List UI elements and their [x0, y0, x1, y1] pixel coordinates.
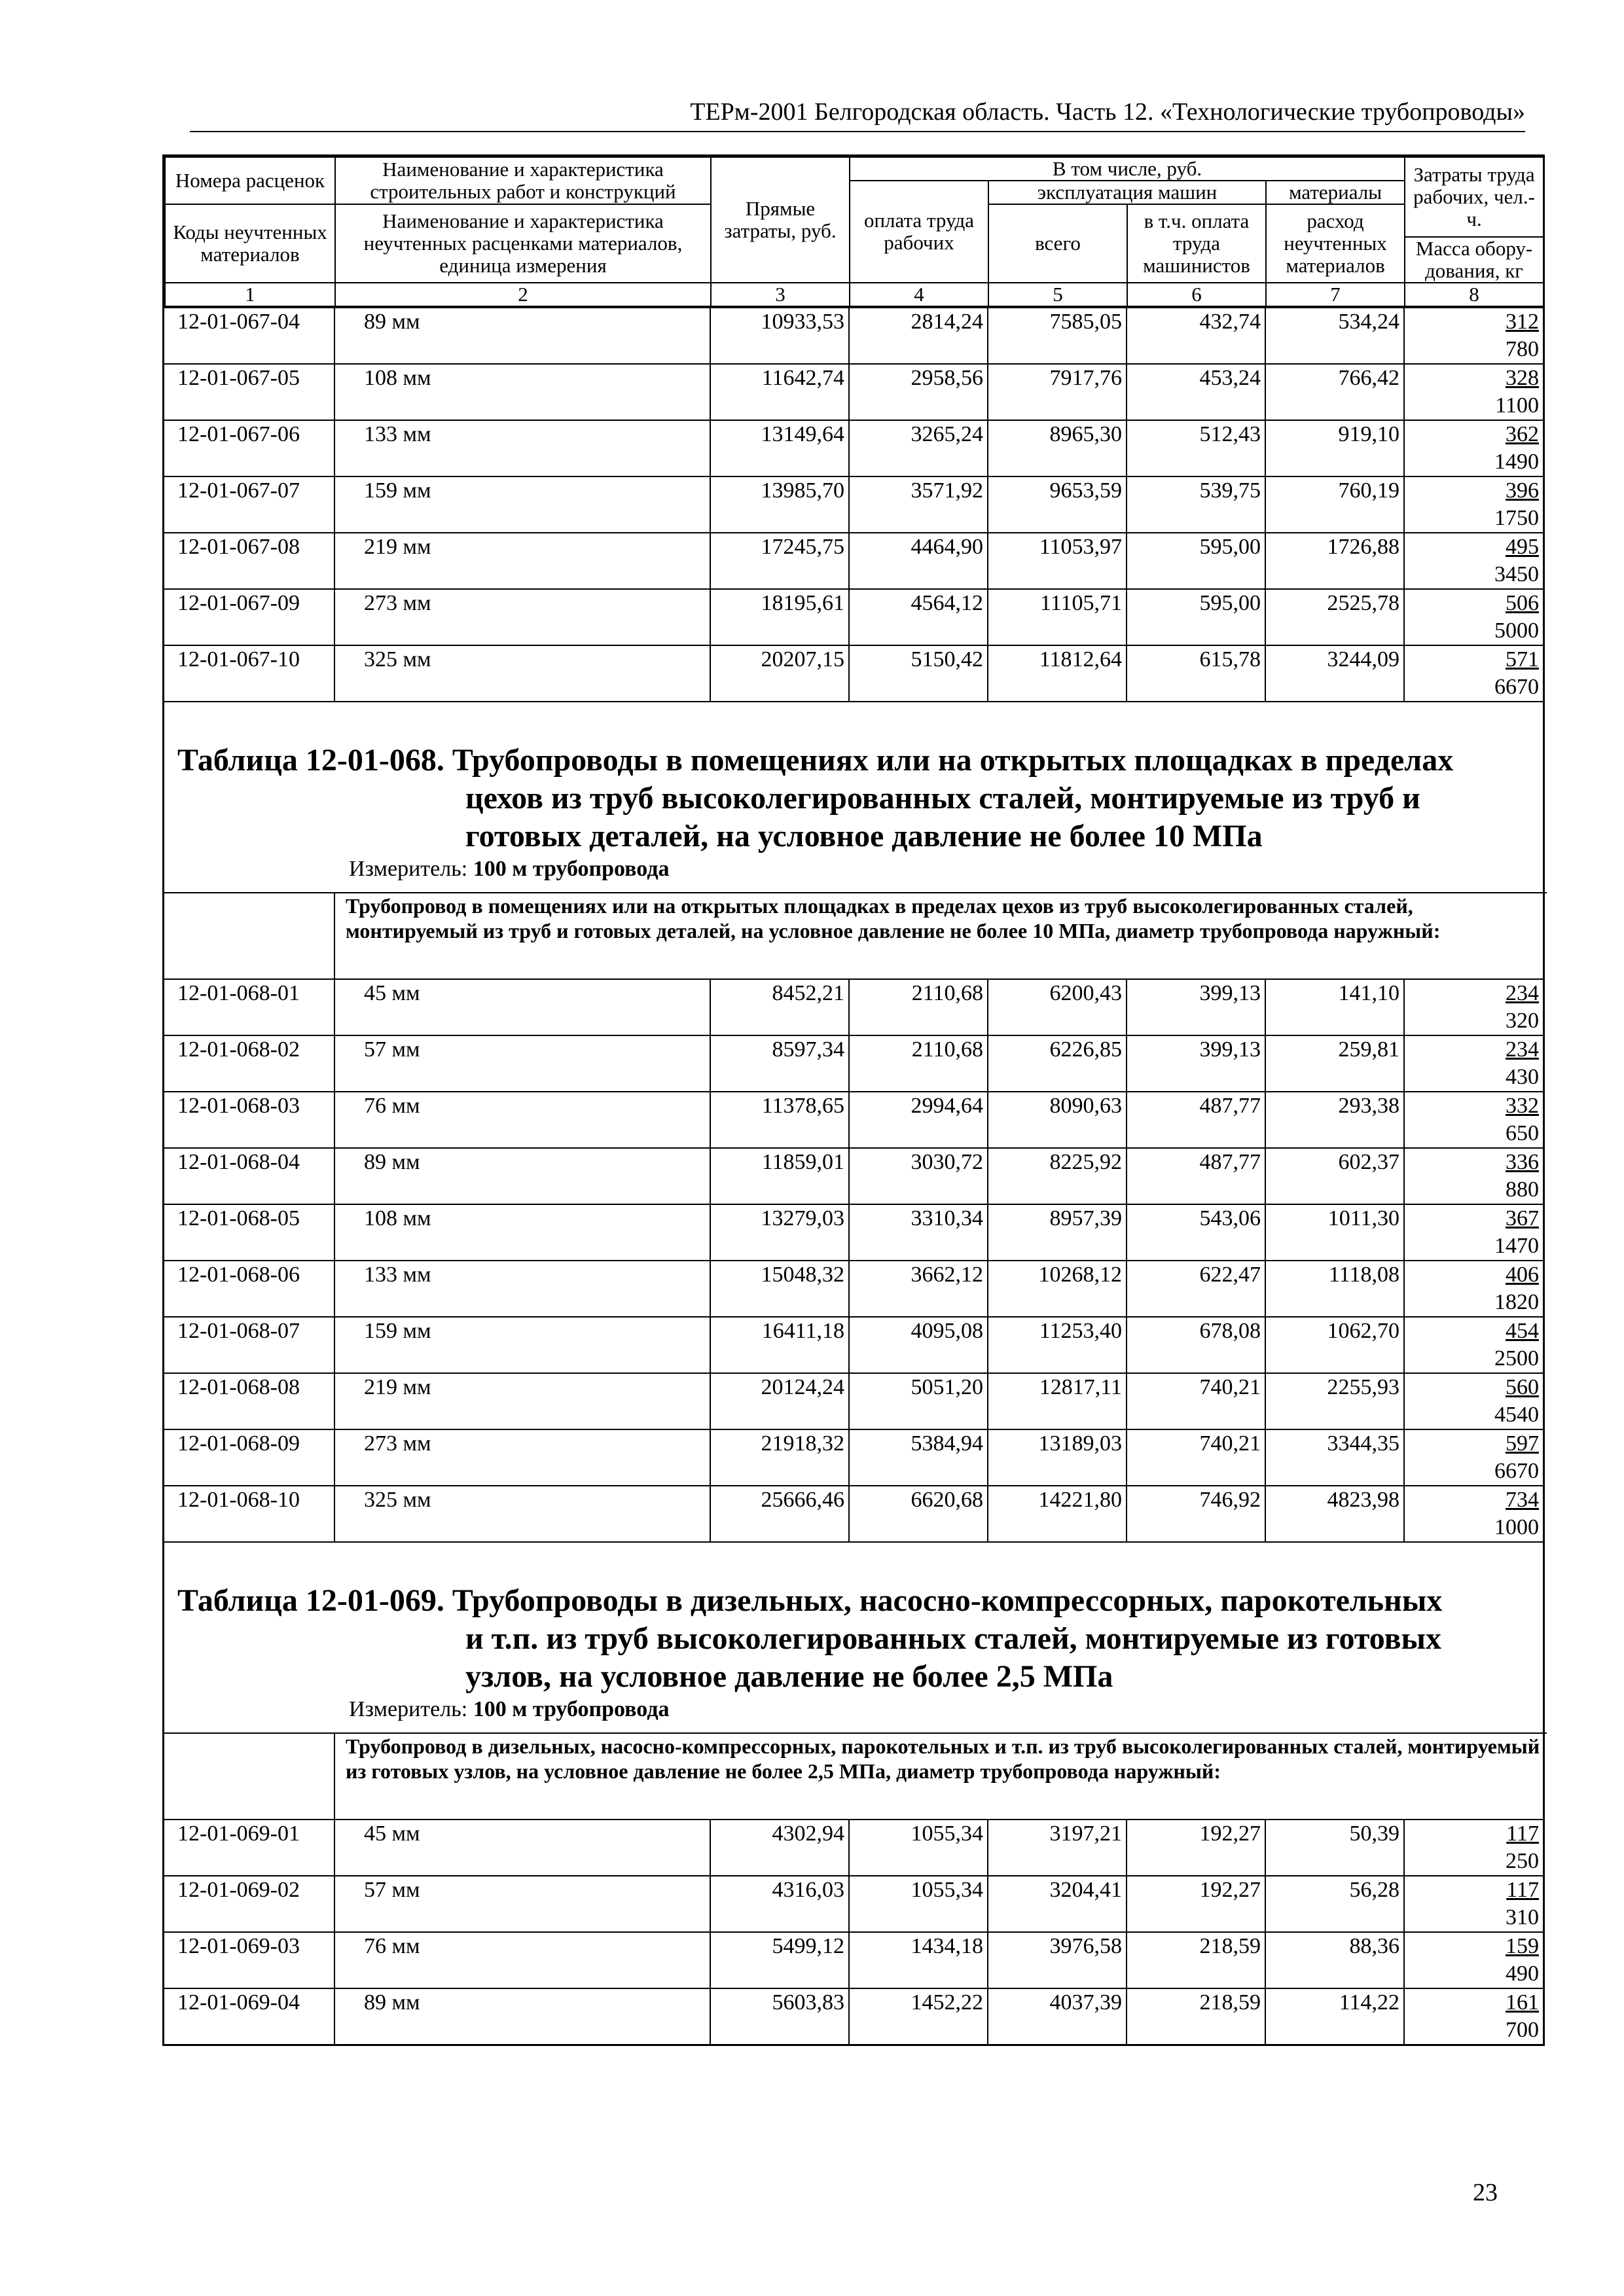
table-row [164, 1148, 1543, 1204]
labor-pay: 1055,34 [849, 1876, 988, 1932]
col-number: 7 [1266, 283, 1405, 306]
col-labor-pay-header: оплата труда рабочих [850, 181, 988, 283]
col-number: 6 [1127, 283, 1266, 306]
labor-hours: 495 [1506, 535, 1539, 559]
pipe-diameter: 45 мм [334, 979, 710, 1035]
equipment-mass: 1750 [1494, 506, 1539, 530]
materials-cost: 50,39 [1265, 1820, 1404, 1876]
labor-hours: 362 [1506, 422, 1539, 446]
rate-code: 12-01-067-10 [164, 645, 334, 701]
rows-067 [164, 307, 1543, 701]
direct-costs: 15048,32 [710, 1261, 849, 1317]
table-069-title-line3: узлов, на условное давление не более 2,5 МПа [465, 1659, 1113, 1694]
machinist-pay: 432,74 [1127, 308, 1265, 364]
machines-total: 12817,11 [988, 1373, 1127, 1429]
labor-hours-and-mass [1404, 1092, 1543, 1148]
labor-hours-and-mass [1404, 1932, 1543, 1988]
machinist-pay: 399,13 [1127, 979, 1265, 1035]
rate-code: 12-01-067-04 [164, 308, 334, 364]
col-rate-number-header: Номера расценок [165, 157, 335, 204]
labor-hours: 234 [1506, 981, 1539, 1005]
table-069-heading [164, 1541, 1543, 1732]
labor-pay: 3310,34 [849, 1204, 988, 1261]
table-row [164, 645, 1543, 701]
equipment-mass: 780 [1506, 337, 1539, 361]
unit-value: 100 м трубопровода [473, 857, 670, 881]
rows-068 [164, 892, 1547, 978]
machinist-pay: 539,75 [1127, 476, 1265, 533]
labor-pay: 5150,42 [849, 645, 988, 701]
rate-code: 12-01-068-08 [164, 1373, 334, 1429]
rate-code: 12-01-068-09 [164, 1429, 334, 1486]
labor-hours-and-mass [1404, 1820, 1543, 1876]
labor-pay: 3265,24 [849, 420, 988, 476]
equipment-mass: 650 [1506, 1121, 1539, 1145]
unit-label: Измеритель: [349, 857, 468, 881]
labor-hours: 117 [1506, 1821, 1539, 1846]
running-header: ТЕРм-2001 Белгородская область. Часть 12. «Технологические трубопроводы» [190, 97, 1525, 132]
machines-total: 11253,40 [988, 1317, 1127, 1373]
col-materials-header: материалы [1266, 181, 1405, 204]
table-row [164, 1876, 1543, 1932]
col-direct-costs-header: Прямые затраты, руб. [711, 157, 850, 283]
table-068-unit [349, 857, 670, 882]
labor-hours: 161 [1506, 1990, 1539, 2015]
table-068-title-line1: Трубопроводы в помещениях или на открытых площадках в пределах [452, 743, 1454, 778]
col-work-name-header: Наименование и характеристика строительных работ и конструкций [335, 157, 711, 204]
col-material-name-header: Наименование и характеристика неучтенных расценками материалов, единица измерения [335, 204, 711, 283]
col-machinist-pay-header: в т.ч. оплата труда машинистов [1127, 204, 1266, 283]
machines-total: 13189,03 [988, 1429, 1127, 1486]
machines-total: 7585,05 [988, 308, 1127, 364]
labor-hours-and-mass [1404, 645, 1543, 701]
labor-pay: 2814,24 [849, 308, 988, 364]
machines-total: 11105,71 [988, 589, 1127, 645]
table-row [164, 1204, 1543, 1261]
table-row [164, 1373, 1543, 1429]
materials-cost: 88,36 [1265, 1932, 1404, 1988]
description-blank [164, 893, 334, 978]
col-number: 2 [335, 283, 711, 306]
machines-total: 8090,63 [988, 1092, 1127, 1148]
labor-hours: 328 [1506, 366, 1539, 390]
labor-pay: 2994,64 [849, 1092, 988, 1148]
machines-total: 14221,80 [988, 1486, 1127, 1541]
labor-hours-and-mass [1404, 308, 1543, 364]
table-068-title-line2: цехов из труб высоколегированных сталей, монтируемые из труб и [465, 781, 1420, 816]
machinist-pay: 512,43 [1127, 420, 1265, 476]
pipe-diameter: 325 мм [334, 645, 710, 701]
equipment-mass: 2500 [1494, 1346, 1539, 1371]
machines-total: 11812,64 [988, 645, 1127, 701]
labor-hours: 117 [1506, 1878, 1539, 1902]
table-row [164, 533, 1543, 589]
labor-hours-and-mass [1404, 420, 1543, 476]
equipment-mass: 6670 [1494, 1459, 1539, 1483]
table-row [164, 1317, 1543, 1373]
col-machines-header: эксплуатация машин [988, 181, 1266, 204]
labor-hours: 560 [1506, 1375, 1539, 1399]
pipe-diameter: 57 мм [334, 1876, 710, 1932]
machines-total: 8957,39 [988, 1204, 1127, 1261]
labor-pay: 2110,68 [849, 1035, 988, 1092]
description-blank [164, 1733, 334, 1819]
col-number: 1 [165, 283, 335, 306]
machines-total: 6200,43 [988, 979, 1127, 1035]
machines-total: 10268,12 [988, 1261, 1127, 1317]
equipment-mass: 3450 [1494, 562, 1539, 586]
direct-costs: 10933,53 [710, 308, 849, 364]
equipment-mass: 880 [1506, 1177, 1539, 1202]
equipment-mass: 6670 [1494, 675, 1539, 699]
direct-costs: 18195,61 [710, 589, 849, 645]
machines-total: 7917,76 [988, 364, 1127, 420]
pipe-diameter: 325 мм [334, 1486, 710, 1541]
col-number: 8 [1405, 283, 1543, 306]
table-row [164, 1261, 1543, 1317]
table-row [164, 1820, 1543, 1876]
pipe-diameter: 57 мм [334, 1035, 710, 1092]
rate-code: 12-01-068-02 [164, 1035, 334, 1092]
machines-total: 4037,39 [988, 1988, 1127, 2044]
table-row [164, 589, 1543, 645]
labor-pay: 1055,34 [849, 1820, 988, 1876]
machinist-pay: 740,21 [1127, 1429, 1265, 1486]
direct-costs: 21918,32 [710, 1429, 849, 1486]
rate-code: 12-01-068-06 [164, 1261, 334, 1317]
labor-hours-and-mass [1404, 1486, 1543, 1541]
direct-costs: 13149,64 [710, 420, 849, 476]
table-068-title-lead: Таблица 12-01-068. [177, 743, 444, 778]
equipment-mass: 250 [1506, 1849, 1539, 1873]
equipment-mass: 4540 [1494, 1403, 1539, 1427]
labor-hours: 234 [1506, 1037, 1539, 1062]
pipe-diameter: 45 мм [334, 1820, 710, 1876]
rate-code: 12-01-069-04 [164, 1988, 334, 2044]
machinist-pay: 615,78 [1127, 645, 1265, 701]
materials-cost: 3344,35 [1265, 1429, 1404, 1486]
direct-costs: 5603,83 [710, 1988, 849, 2044]
pipe-diameter: 133 мм [334, 420, 710, 476]
pipe-diameter: 108 мм [334, 1204, 710, 1261]
direct-costs: 11642,74 [710, 364, 849, 420]
labor-hours-and-mass [1404, 476, 1543, 533]
rate-code: 12-01-069-03 [164, 1932, 334, 1988]
table-row [164, 1035, 1543, 1092]
rows-069 [164, 1732, 1547, 1819]
rates-table [162, 154, 1545, 2046]
machinist-pay: 740,21 [1127, 1373, 1265, 1429]
pipe-diameter: 133 мм [334, 1261, 710, 1317]
direct-costs: 16411,18 [710, 1317, 849, 1373]
materials-cost: 293,38 [1265, 1092, 1404, 1148]
table-row [164, 1932, 1543, 1988]
table-row [164, 1429, 1543, 1486]
labor-hours-and-mass [1404, 1035, 1543, 1092]
machinist-pay: 487,77 [1127, 1092, 1265, 1148]
labor-hours-and-mass [1404, 1988, 1543, 2044]
equipment-mass: 490 [1506, 1962, 1539, 1986]
labor-hours-and-mass [1404, 1148, 1543, 1204]
rate-code: 12-01-067-09 [164, 589, 334, 645]
machines-total: 11053,97 [988, 533, 1127, 589]
direct-costs: 5499,12 [710, 1932, 849, 1988]
labor-hours: 506 [1506, 591, 1539, 615]
machinist-pay: 543,06 [1127, 1204, 1265, 1261]
direct-costs: 8452,21 [710, 979, 849, 1035]
materials-cost: 56,28 [1265, 1876, 1404, 1932]
rate-code: 12-01-069-02 [164, 1876, 334, 1932]
unit-label: Измеритель: [349, 1697, 468, 1721]
column-header [164, 156, 1544, 307]
rate-code: 12-01-068-10 [164, 1486, 334, 1541]
direct-costs: 4302,94 [710, 1820, 849, 1876]
table-069-title-line2: и т.п. из труб высоколегированных сталей, монтируемые из готовых [465, 1621, 1441, 1656]
equipment-mass: 1820 [1494, 1290, 1539, 1314]
table-068-description: Трубопровод в помещениях или на открытых площадках в пределах цехов из труб высоколегированных сталей, монтируемый из труб и готовых деталей, на условное давление не более 10 МПа, диаметр трубопровода наружный: [334, 893, 1547, 978]
machines-total: 8965,30 [988, 420, 1127, 476]
pipe-diameter: 219 мм [334, 1373, 710, 1429]
direct-costs: 13985,70 [710, 476, 849, 533]
materials-cost: 141,10 [1265, 979, 1404, 1035]
labor-pay: 3662,12 [849, 1261, 988, 1317]
labor-pay: 3571,92 [849, 476, 988, 533]
col-including-header: В том числе, руб. [850, 157, 1405, 181]
machinist-pay: 595,00 [1127, 533, 1265, 589]
direct-costs: 11378,65 [710, 1092, 849, 1148]
materials-cost: 919,10 [1265, 420, 1404, 476]
materials-cost: 114,22 [1265, 1988, 1404, 2044]
labor-pay: 4564,12 [849, 589, 988, 645]
table-row [164, 1486, 1543, 1541]
labor-hours: 734 [1506, 1488, 1539, 1512]
machines-total: 3204,41 [988, 1876, 1127, 1932]
rows-069-body [164, 1819, 1543, 2044]
materials-cost: 259,81 [1265, 1035, 1404, 1092]
equipment-mass: 1100 [1495, 393, 1539, 418]
equipment-mass: 320 [1506, 1009, 1539, 1033]
materials-cost: 3244,09 [1265, 645, 1404, 701]
machinist-pay: 595,00 [1127, 589, 1265, 645]
labor-hours-and-mass [1404, 1876, 1543, 1932]
labor-pay: 3030,72 [849, 1148, 988, 1204]
labor-pay: 6620,68 [849, 1486, 988, 1541]
pipe-diameter: 273 мм [334, 589, 710, 645]
unit-value: 100 м трубопровода [473, 1697, 670, 1721]
rate-code: 12-01-068-03 [164, 1092, 334, 1148]
machines-total: 6226,85 [988, 1035, 1127, 1092]
table-row [164, 364, 1543, 420]
table-068-title [177, 742, 1539, 855]
machines-total: 8225,92 [988, 1148, 1127, 1204]
table-row [164, 979, 1543, 1035]
labor-hours-and-mass [1404, 533, 1543, 589]
labor-hours: 454 [1506, 1319, 1539, 1343]
table-069-unit [349, 1697, 670, 1722]
table-069-description: Трубопровод в дизельных, насосно-компрессорных, парокотельных и т.п. из труб высоколегированных сталей, монтируемый из готовых узлов, на условное давление не более 2,5 МПа, диаметр трубопровода наружный: [334, 1733, 1547, 1819]
labor-hours-and-mass [1404, 1204, 1543, 1261]
pipe-diameter: 108 мм [334, 364, 710, 420]
equipment-mass: 1000 [1494, 1515, 1539, 1539]
labor-hours-and-mass [1404, 589, 1543, 645]
table-069-title [177, 1582, 1539, 1696]
labor-hours: 571 [1506, 647, 1539, 672]
rate-code: 12-01-067-05 [164, 364, 334, 420]
equipment-mass: 700 [1506, 2018, 1539, 2042]
labor-pay: 4095,08 [849, 1317, 988, 1373]
pipe-diameter: 219 мм [334, 533, 710, 589]
table-row [164, 420, 1543, 476]
equipment-mass: 310 [1506, 1905, 1539, 1929]
direct-costs: 4316,03 [710, 1876, 849, 1932]
rate-code: 12-01-068-04 [164, 1148, 334, 1204]
machinist-pay: 453,24 [1127, 364, 1265, 420]
direct-costs: 11859,01 [710, 1148, 849, 1204]
labor-hours: 597 [1506, 1431, 1539, 1456]
labor-hours: 312 [1506, 310, 1539, 334]
page-number: 23 [1473, 2179, 1498, 2206]
pipe-diameter: 89 мм [334, 1148, 710, 1204]
rate-code: 12-01-068-05 [164, 1204, 334, 1261]
equipment-mass: 5000 [1494, 619, 1539, 643]
col-equipment-mass-header: Масса обору-дования, кг [1405, 237, 1543, 283]
direct-costs: 25666,46 [710, 1486, 849, 1541]
direct-costs: 17245,75 [710, 533, 849, 589]
machinist-pay: 218,59 [1127, 1988, 1265, 2044]
table-row [164, 476, 1543, 533]
labor-pay: 1434,18 [849, 1932, 988, 1988]
machines-total: 3197,21 [988, 1820, 1127, 1876]
machinist-pay: 746,92 [1127, 1486, 1265, 1541]
materials-cost: 766,42 [1265, 364, 1404, 420]
labor-pay: 2958,56 [849, 364, 988, 420]
col-material-use-header: расход неучтенных материалов [1266, 204, 1405, 283]
pipe-diameter: 89 мм [334, 1988, 710, 2044]
rows-068-body [164, 978, 1543, 1541]
col-labor-hours-header: Затраты труда рабочих, чел.-ч. [1405, 157, 1543, 237]
rate-code: 12-01-067-06 [164, 420, 334, 476]
labor-hours: 159 [1506, 1934, 1539, 1958]
rate-code: 12-01-067-08 [164, 533, 334, 589]
col-material-codes-header: Коды неучтенных материалов [165, 204, 335, 283]
machinist-pay: 399,13 [1127, 1035, 1265, 1092]
materials-cost: 1726,88 [1265, 533, 1404, 589]
labor-pay: 1452,22 [849, 1988, 988, 2044]
table-row [164, 1988, 1543, 2044]
rate-code: 12-01-067-07 [164, 476, 334, 533]
table-069-title-line1: Трубопроводы в дизельных, насосно-компрессорных, парокотельных [452, 1583, 1443, 1618]
equipment-mass: 1470 [1494, 1234, 1539, 1258]
col-machines-total-header: всего [988, 204, 1127, 283]
materials-cost: 4823,98 [1265, 1486, 1404, 1541]
rate-code: 12-01-068-01 [164, 979, 334, 1035]
table-row [164, 308, 1543, 364]
table-068-title-line3: готовых деталей, на условное давление не более 10 МПа [465, 819, 1263, 853]
labor-hours-and-mass [1404, 1317, 1543, 1373]
direct-costs: 20207,15 [710, 645, 849, 701]
equipment-mass: 430 [1506, 1065, 1539, 1089]
pipe-diameter: 76 мм [334, 1092, 710, 1148]
machines-total: 3976,58 [988, 1932, 1127, 1988]
materials-cost: 2525,78 [1265, 589, 1404, 645]
labor-hours-and-mass [1404, 1261, 1543, 1317]
materials-cost: 1118,08 [1265, 1261, 1404, 1317]
labor-hours: 332 [1506, 1094, 1539, 1118]
direct-costs: 13279,03 [710, 1204, 849, 1261]
col-number: 5 [988, 283, 1127, 306]
pipe-diameter: 273 мм [334, 1429, 710, 1486]
rate-code: 12-01-068-07 [164, 1317, 334, 1373]
rate-code: 12-01-069-01 [164, 1820, 334, 1876]
table-row [164, 1092, 1543, 1148]
materials-cost: 602,37 [1265, 1148, 1404, 1204]
pipe-diameter: 159 мм [334, 1317, 710, 1373]
table-069-title-lead: Таблица 12-01-069. [177, 1583, 444, 1618]
materials-cost: 534,24 [1265, 308, 1404, 364]
materials-cost: 1011,30 [1265, 1204, 1404, 1261]
labor-pay: 5051,20 [849, 1373, 988, 1429]
materials-cost: 760,19 [1265, 476, 1404, 533]
labor-pay: 5384,94 [849, 1429, 988, 1486]
col-number: 3 [711, 283, 850, 306]
machinist-pay: 622,47 [1127, 1261, 1265, 1317]
machinist-pay: 192,27 [1127, 1876, 1265, 1932]
equipment-mass: 1490 [1494, 450, 1539, 474]
labor-pay: 4464,90 [849, 533, 988, 589]
pipe-diameter: 89 мм [334, 308, 710, 364]
machinist-pay: 218,59 [1127, 1932, 1265, 1988]
pipe-diameter: 159 мм [334, 476, 710, 533]
labor-hours-and-mass [1404, 1373, 1543, 1429]
machinist-pay: 487,77 [1127, 1148, 1265, 1204]
machinist-pay: 678,08 [1127, 1317, 1265, 1373]
table-068-heading [164, 701, 1543, 892]
labor-hours-and-mass [1404, 364, 1543, 420]
materials-cost: 1062,70 [1265, 1317, 1404, 1373]
direct-costs: 20124,24 [710, 1373, 849, 1429]
pipe-diameter: 76 мм [334, 1932, 710, 1988]
labor-hours: 396 [1506, 478, 1539, 503]
labor-hours-and-mass [1404, 979, 1543, 1035]
labor-hours-and-mass [1404, 1429, 1543, 1486]
labor-hours: 367 [1506, 1206, 1539, 1230]
machines-total: 9653,59 [988, 476, 1127, 533]
materials-cost: 2255,93 [1265, 1373, 1404, 1429]
col-number: 4 [850, 283, 988, 306]
labor-hours: 406 [1506, 1263, 1539, 1287]
direct-costs: 8597,34 [710, 1035, 849, 1092]
machinist-pay: 192,27 [1127, 1820, 1265, 1876]
labor-hours: 336 [1506, 1150, 1539, 1174]
labor-pay: 2110,68 [849, 979, 988, 1035]
